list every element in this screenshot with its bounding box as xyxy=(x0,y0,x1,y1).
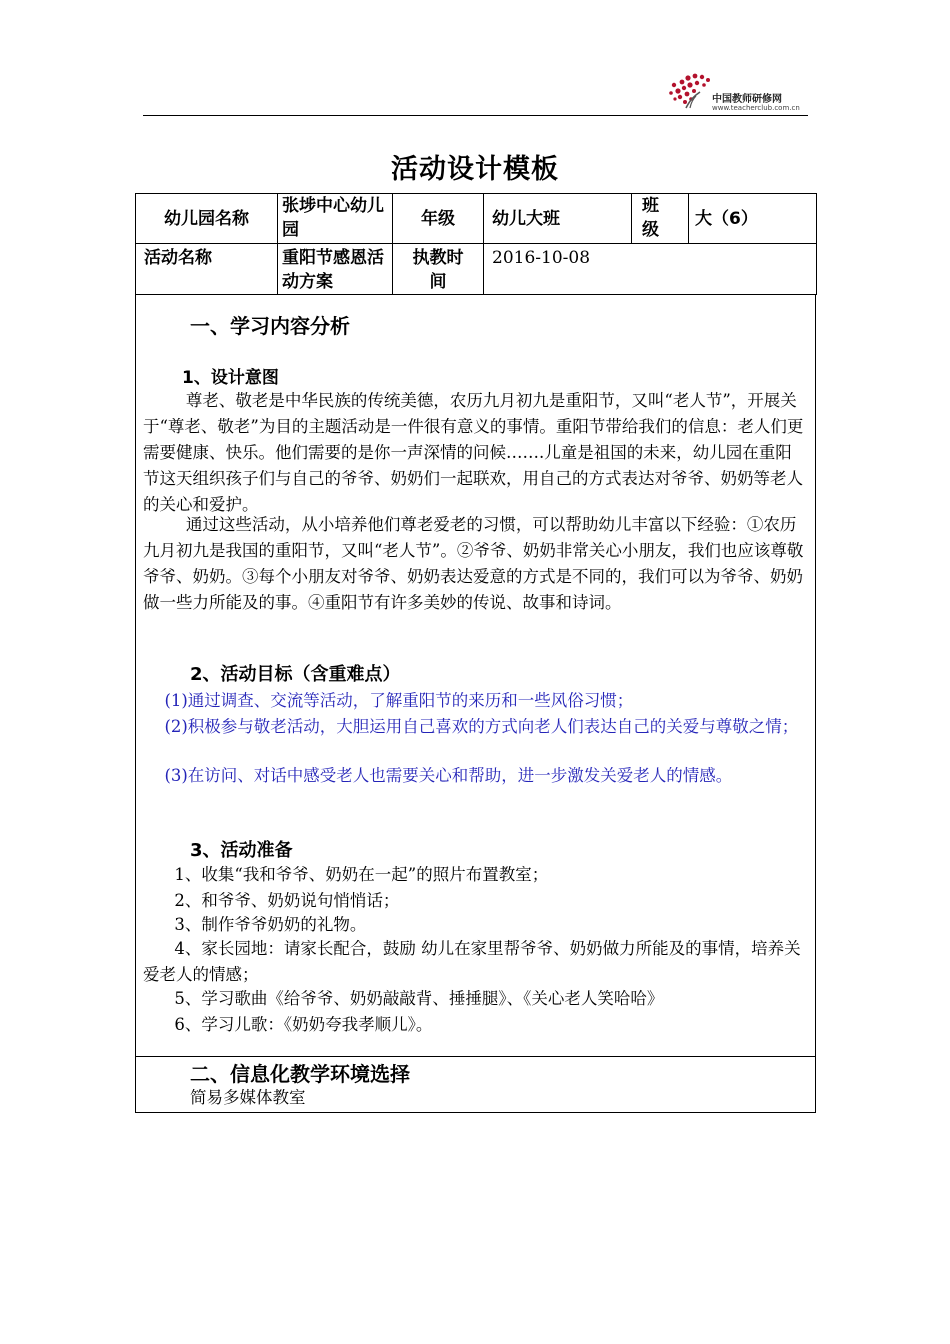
design-intent-paragraph-2: 通过这些活动，从小培养他们尊老爱老的习惯，可以帮助幼儿丰富以下经验：①农历九月初九是我国的重阳节，又叫“老人节”。②爷爷、奶奶非常关心小朋友，我们也应该尊敬爷爷、奶奶。③每个小朋友对爷爷、奶奶表达爱意的方式是不同的，我们可以为爷爷、奶奶做一些力所能及的事。④重阳节有许多美妙的传说、故事和诗词。 xyxy=(143,515,804,612)
goal-item: (3)在访问、对话中感受老人也需要关心和帮助，进一步激发关爱老人的情感。 xyxy=(164,766,733,785)
header-rule xyxy=(143,115,808,116)
goals-heading: 2、活动目标（含重难点） xyxy=(190,664,401,685)
section2-heading: 二、信息化教学环境选择 xyxy=(190,1062,410,1086)
logo-text: 中国教师研修网 xyxy=(712,94,782,105)
preparation-item: 2、和爷爷、奶奶说句悄悄话； xyxy=(174,891,400,910)
logo-url-text: www.teacherclub.com.cn xyxy=(712,104,800,112)
preparation-heading: 3、活动准备 xyxy=(190,840,293,861)
preparation-item: 1、收集“我和爷爷、奶奶在一起”的照片布置教室； xyxy=(174,865,549,884)
preparation-item: 6、学习儿歌：《奶奶夸我孝顺儿》。 xyxy=(174,1015,433,1034)
preparation-item: 4、家长园地：请家长配合，鼓励 幼儿在家里帮爷爷、奶奶做力所能及的事情，培养关爱老人的情感； xyxy=(143,939,801,984)
activity-label: 活动名称 xyxy=(136,244,278,295)
time-value: 2016-10-08 xyxy=(484,244,817,295)
info-table xyxy=(135,193,817,295)
class-label: 班级 xyxy=(632,194,689,244)
class-value: 大（6） xyxy=(689,194,817,244)
kindergarten-value: 张埗中心幼儿园 xyxy=(278,194,393,244)
grade-label: 年级 xyxy=(393,194,484,244)
section1-heading: 一、学习内容分析 xyxy=(190,314,350,338)
page-title: 活动设计模板 xyxy=(391,154,559,185)
preparation-item: 5、学习歌曲《给爷爷、奶奶敲敲背、捶捶腿》、《关心老人笑哈哈》 xyxy=(174,989,664,1008)
goal-item: (1)通过调查、交流等活动，了解重阳节的来历和一些风俗习惯； xyxy=(164,691,634,710)
time-label: 执教时间 xyxy=(393,244,484,295)
environment-text: 简易多媒体教室 xyxy=(190,1088,306,1107)
kindergarten-label: 幼儿园名称 xyxy=(136,194,278,244)
design-intent-paragraph-1: 尊老、敬老是中华民族的传统美德，农历九月初九是重阳节，又叫“老人节”，开展关于“尊老、敬老”为目的主题活动是一件很有意义的事情。重阳节带给我们的信息：老人们更需要健康、快乐。他们需要的是你一声深情的问候…….儿童是祖国的未来，幼儿园在重阳节这天组织孩子们与自己的爷爷、奶奶们一起联欢，用自己的方式表达对爷爷、奶奶等老人的关心和爱护。 xyxy=(143,391,804,514)
section-divider xyxy=(136,1056,815,1057)
activity-value: 重阳节感恩活动方案 xyxy=(278,244,393,295)
grade-value: 幼儿大班 xyxy=(484,194,632,244)
goal-item: (2)积极参与敬老活动，大胆运用自己喜欢的方式向老人们表达自己的关爱与尊敬之情； xyxy=(164,717,799,736)
design-intent-heading: 1、设计意图 xyxy=(182,368,279,388)
preparation-item: 3、制作爷爷奶奶的礼物。 xyxy=(174,915,367,934)
